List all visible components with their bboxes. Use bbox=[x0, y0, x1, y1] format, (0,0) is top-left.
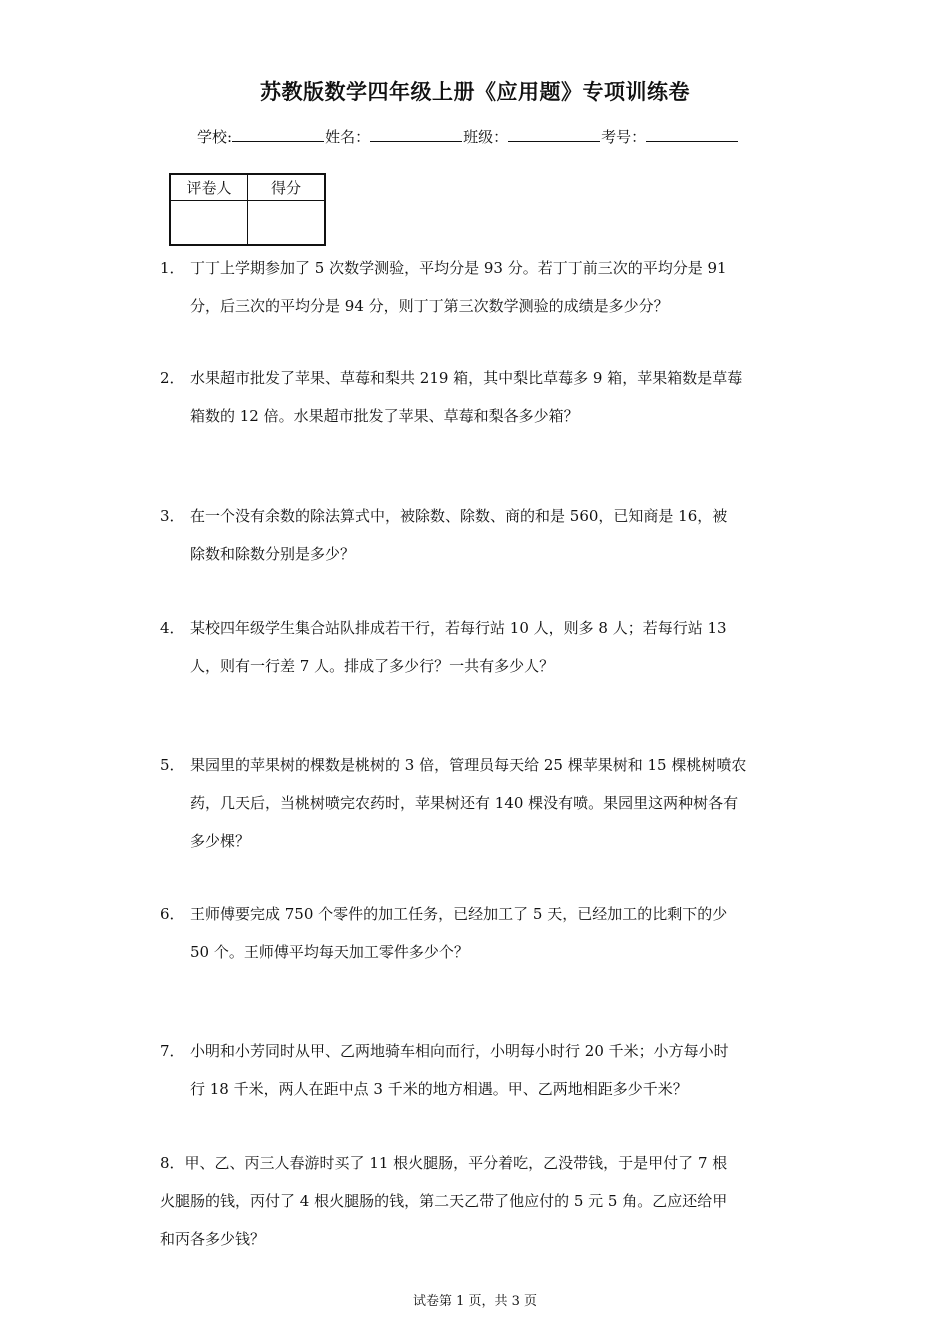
student-info-line bbox=[197, 126, 739, 147]
page-title: 苏教版数学四年级上册《应用题》专项训练卷 bbox=[260, 79, 690, 104]
grader-cell[interactable] bbox=[170, 201, 248, 246]
question-4 bbox=[160, 609, 800, 685]
question-text: 王师傅要完成 750 个零件的加工任务，已经加工了 5 天，已经加工的比剩下的少 bbox=[190, 905, 728, 923]
question-text: 人，则有一行差 7 人。排成了多少行？一共有多少人？ bbox=[190, 657, 555, 675]
question-text: 小明和小芳同时从甲、乙两地骑车相向而行，小明每小时行 20 千米；小方每小时 bbox=[190, 1042, 729, 1060]
class-label: 班级： bbox=[463, 128, 509, 146]
question-text: 水果超市批发了苹果、草莓和梨共 219 箱，其中梨比草莓多 9 箱，苹果箱数是草莓 bbox=[190, 369, 743, 387]
question-text: 在一个没有余数的除法算式中，被除数、除数、商的和是 560，已知商是 16，被 bbox=[190, 507, 728, 525]
grader-header: 评卷人 bbox=[170, 174, 248, 201]
school-label: 学校: bbox=[197, 128, 233, 146]
question-number: 4． bbox=[160, 619, 185, 637]
question-text: 除数和除数分别是多少？ bbox=[190, 545, 356, 563]
question-text: 甲、乙、丙三人春游时买了 11 根火腿肠，平分着吃，乙没带钱，于是甲付了 7 根 bbox=[184, 1154, 728, 1172]
score-cell[interactable] bbox=[248, 201, 326, 246]
question-number: 6． bbox=[160, 905, 185, 923]
question-text: 50 个。王师傅平均每天加工零件多少个？ bbox=[190, 943, 469, 961]
exam-no-blank[interactable] bbox=[646, 126, 738, 142]
question-number: 8． bbox=[160, 1154, 185, 1172]
question-number: 5． bbox=[160, 756, 185, 774]
question-7 bbox=[160, 1032, 800, 1108]
question-1 bbox=[160, 249, 800, 325]
exam-no-label: 考号： bbox=[601, 128, 647, 146]
question-number: 2． bbox=[160, 369, 185, 387]
score-table bbox=[169, 173, 326, 246]
question-text: 果园里的苹果树的棵数是桃树的 3 倍，管理员每天给 25 棵苹果树和 15 棵桃树喷农 bbox=[190, 756, 747, 774]
question-number: 1． bbox=[160, 259, 185, 277]
name-blank[interactable] bbox=[370, 126, 462, 142]
question-number: 7． bbox=[160, 1042, 185, 1060]
class-blank[interactable] bbox=[508, 126, 600, 142]
question-8 bbox=[160, 1144, 800, 1258]
question-text: 箱数的 12 倍。水果超市批发了苹果、草莓和梨各多少箱？ bbox=[190, 407, 579, 425]
page-footer: 试卷第 1 页，共 3 页 bbox=[412, 1294, 538, 1309]
question-text: 分，后三次的平均分是 94 分，则丁丁第三次数学测验的成绩是多少分？ bbox=[190, 297, 669, 315]
question-number: 3． bbox=[160, 507, 185, 525]
question-text: 行 18 千米，两人在距中点 3 千米的地方相遇。甲、乙两地相距多少千米？ bbox=[190, 1080, 688, 1098]
question-text: 药，几天后，当桃树喷完农药时，苹果树还有 140 棵没有喷。果园里这两种树各有 bbox=[190, 794, 739, 812]
name-label: 姓名： bbox=[325, 128, 371, 146]
question-text: 丁丁上学期参加了 5 次数学测验，平均分是 93 分。若丁丁前三次的平均分是 91 bbox=[190, 259, 727, 277]
question-text: 火腿肠的钱，丙付了 4 根火腿肠的钱，第二天乙带了他应付的 5 元 5 角。乙应还给甲 bbox=[160, 1192, 728, 1210]
question-text: 和丙各多少钱？ bbox=[160, 1230, 266, 1248]
question-5 bbox=[160, 746, 800, 860]
question-text: 多少棵？ bbox=[190, 832, 251, 850]
question-6 bbox=[160, 895, 800, 971]
question-3 bbox=[160, 497, 800, 573]
question-2 bbox=[160, 359, 800, 435]
school-blank[interactable] bbox=[232, 126, 324, 142]
score-header: 得分 bbox=[248, 174, 326, 201]
question-text: 某校四年级学生集合站队排成若干行，若每行站 10 人，则多 8 人；若每行站 13 bbox=[190, 619, 727, 637]
